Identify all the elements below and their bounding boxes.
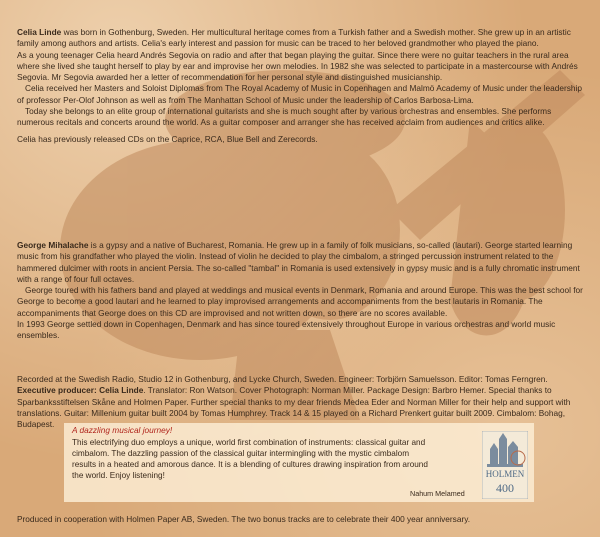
holmen-400-logo — [482, 431, 528, 499]
executive-producer: Executive producer: Celia Linde — [17, 385, 144, 396]
bio1-paragraph-4: Today she belongs to an elite group of international guitarists and she is much sought after by various orchestras and ensembles. She performs numerous recitals and concerts around the world. As a guitar composer and arranger she has received acclaim from audiences and critics alike. — [17, 106, 552, 128]
holmen-logo-text: HOLMEN — [485, 469, 525, 479]
bio1-paragraph-3: Celia received her Masters and Soloist Diplomas from The Royal Academy of Music in Copenhagen and Malmö Academy of Music under the leadership of professor Per-Olof Johnson as well as from The Manhattan School of Music under the leadership of Carlos Barbosa-Lima. — [17, 83, 582, 105]
bio2-paragraph-1 — [17, 240, 583, 285]
bio1-paragraph-5: Celia has previously released CDs on the Caprice, RCA, Blue Bell and Zerecords. — [17, 133, 318, 144]
footer-note: Produced in cooperation with Holmen Paper AB, Sweden. The two bonus tracks are to celebrate their 400 year anniversary. — [17, 514, 471, 524]
bio2-paragraph-2: George toured with his fathers band and played at weddings and musical events in Denmark, Romania and around Europe. This was the best school for George to become a good lautari and he learned to play improvised arrangements and accompaniments from the best lautaris in Romania. The accompaniments that George does on this CD are improvised and not written down, so there are no scores available. — [17, 285, 583, 318]
bio1-paragraph-2: As a young teenager Celia heard Andrés Segovia on radio and after that began playing the guitar. Since there were no guitar teachers in the rural area where she lived she taught herself to play by ear and improvise her own melodies. In 1982 she was selected to participate in a mastercourse with Andrés Segovia. Mr Segovia awarded her a letter of recommendation for her personal style and distinguished musicianship. — [17, 49, 578, 83]
holmen-logo-number: 400 — [496, 481, 514, 495]
bio2-paragraph-3: In 1993 George settled down in Copenhagen, Denmark and has since toured extensively throughout Europe in various orchestras and world music ensembles. — [17, 319, 556, 341]
celia-name: Celia Linde — [17, 27, 62, 37]
george-name: George Mihalache — [17, 240, 89, 250]
credits-text-1: Recorded at the Swedish Radio, Studio 12 in Gothenburg, and Lycke Church, Sweden. Engineer: Torbjörn Samuelsson. Editor: Tomas Ferngren. — [17, 374, 548, 384]
credits-text-2: . Translator: Ron Watson. Cover Photograph: Norman Miller. Package Design: Barbro Hemer. Special thanks to Sparbanksstiftelsen Skåne and Holmen Paper. Further special thanks to my dear friends Medea Eder and Norman Miller for their help and support with translations. Guitar: Millenium guitar built 2004 by Tomas Humphrey. Track 14 & 15 played on a Richard Prenkert guitar built 2009. Cimbalom: Bohag, Budapest. — [17, 385, 571, 430]
promo-author: Nahum Melamed — [410, 489, 465, 498]
bio1-paragraph-1-text: was born in Gothenburg, Sweden. Her multicultural heritage comes from a Turkish father and a Swedish mother. She grew up in an artistic family among authors and artists. Celia's early interest and passion for music can be traced to her beloved grandmother who played the piano. — [17, 27, 571, 49]
recording-credits — [17, 374, 583, 430]
promo-body: This electrifying duo employs a unique, world first combination of instruments: classical guitar and cimbalom. The dazzling passion of the classical guitar intermingling with the mystic cimbalom results in a heated and amorous dance. It is a blending of cultures drawing inspiration from around the world. Enjoy listening! — [72, 438, 428, 480]
credits-paragraph — [17, 374, 583, 430]
bio2-paragraph-1-text: is a gypsy and a native of Bucharest, Romania. He grew up in a family of folk musicians, so-called (lautari). George started learning music from his grandfather who played the violin. Instead of violin he decided to play the cimbalom, a stringed percussion instrument related to the hammered dulcimer with roots in ancient Persia. The so-called "tambal" in Romania is used extensively in gypsy music and is a fully chromatic instrument with a range of four full octaves. — [17, 240, 580, 284]
promo-box — [64, 423, 534, 502]
celia-linde-biography — [17, 27, 583, 145]
bio1-paragraph-1 — [17, 27, 583, 50]
george-mihalache-biography — [17, 240, 583, 342]
promo-title: A dazzling musical journey! — [72, 425, 173, 435]
